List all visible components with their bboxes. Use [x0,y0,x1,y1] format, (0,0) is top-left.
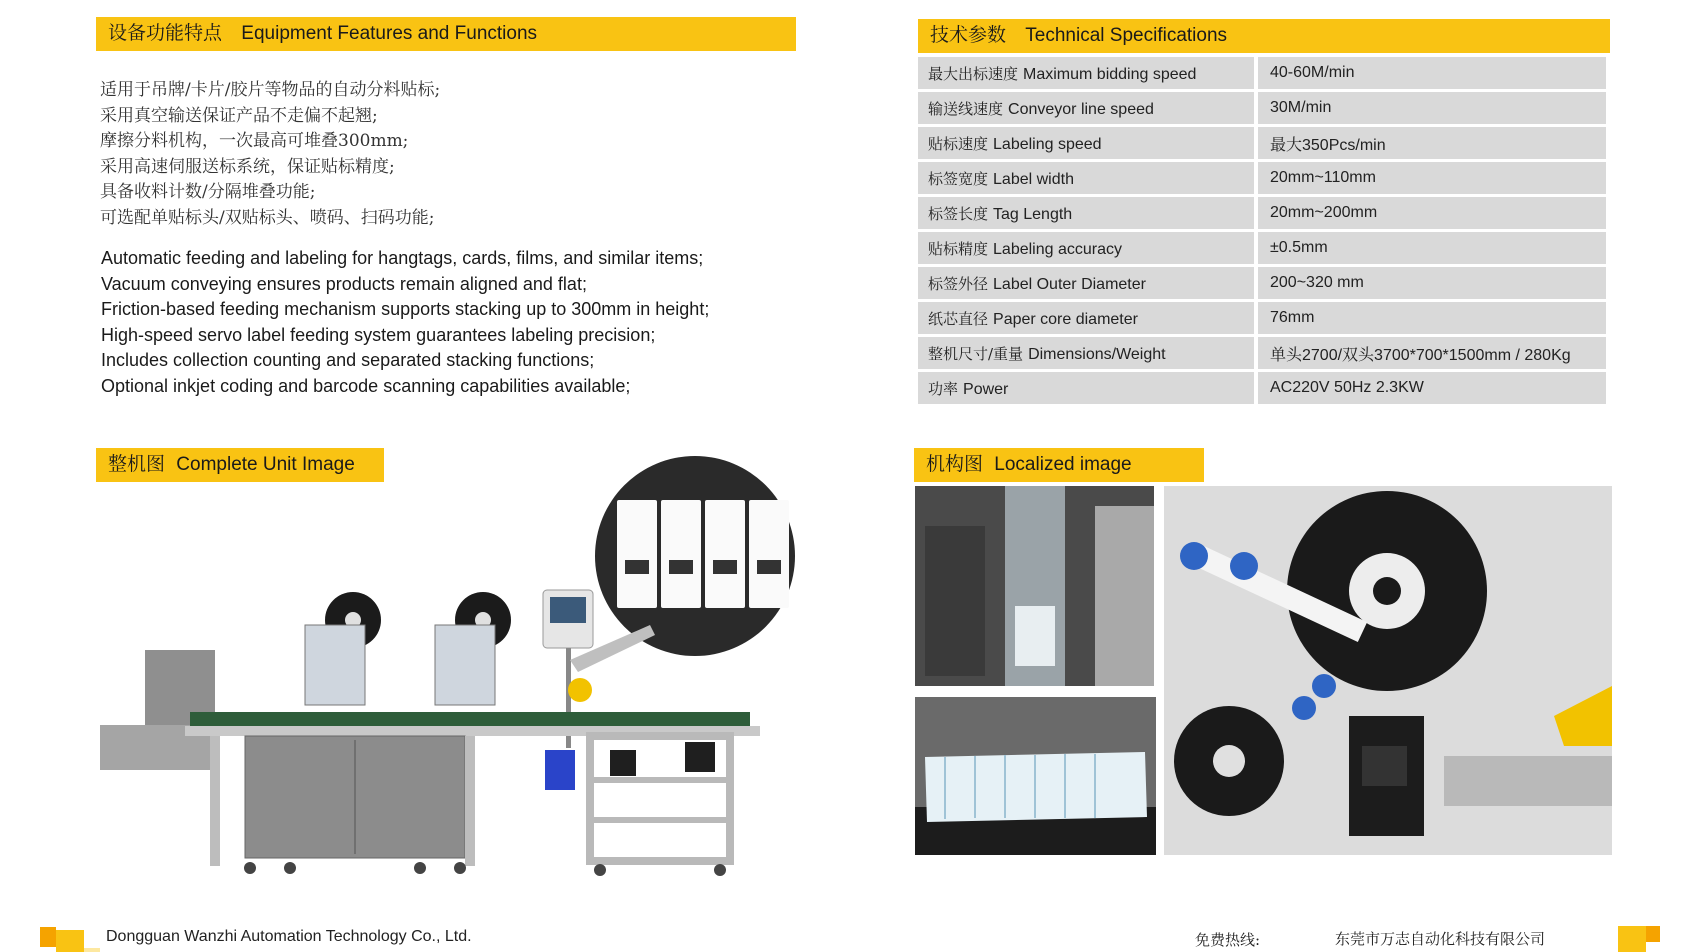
table-row [918,92,1606,124]
features-line-en: Automatic feeding and labeling for hangtags, cards, films, and similar items; [101,248,704,268]
spec-key-en: Tag Length [993,205,1073,223]
features-line-cn: 采用高速伺服送标系统，保证贴标精度; [100,156,395,177]
features-line-en: High-speed servo label feeding system guarantees labeling precision; [101,324,656,345]
complete-unit-photo [90,450,850,900]
spec-key-cn: 标签长度 [928,204,989,223]
localized-photo-large [1164,486,1612,855]
spec-key-cn: 标签宽度 [928,169,989,188]
features-line-en: Optional inkjet coding and barcode scanning capabilities available; [101,375,631,396]
spec-key-en: Labeling speed [993,135,1102,153]
table-row [918,302,1606,334]
spec-value: 30M/min [1258,92,1606,124]
table-row [918,197,1606,229]
table-row [918,127,1606,159]
specs-heading-cn: 技术参数 [930,24,1007,46]
spec-key [918,302,1258,334]
footer-accent-left-3 [84,948,100,952]
spec-key-en: Label Outer Diameter [993,275,1146,293]
spec-key-cn: 整机尺寸/重量 [928,344,1024,363]
spec-key-en: Label width [993,170,1074,188]
localized-heading-cn: 机构图 [926,453,984,475]
features-line-en: Includes collection counting and separated stacking functions; [101,350,595,371]
localized-photo-top-left [915,486,1154,686]
spec-key [918,372,1258,404]
features-heading [96,17,796,51]
localized-heading [914,448,1204,482]
features-heading-cn: 设备功能特点 [108,22,223,44]
spec-value: 20mm~110mm [1258,162,1606,194]
spec-key-cn: 最大出标速度 [928,64,1019,83]
localized-heading-en: Localized image [994,454,1132,475]
spec-key-en: Paper core diameter [993,310,1138,328]
footer-accent-right-2 [1646,926,1660,942]
localized-detail-a [915,486,1154,686]
spec-key [918,127,1258,159]
spec-value: 20mm~200mm [1258,197,1606,229]
features-line-en: Vacuum conveying ensures products remain aligned and flat; [101,273,587,294]
spec-key [918,232,1258,264]
localized-detail-b [915,697,1156,855]
spec-value: 76mm [1258,302,1606,334]
spec-value: 200~320 mm [1258,267,1606,299]
spec-value: ±0.5mm [1258,232,1606,264]
features-line-cn: 可选配单贴标头/双贴标头、喷码、扫码功能; [100,207,435,228]
spec-key-en: Labeling accuracy [993,240,1122,258]
table-row [918,372,1606,404]
spec-key [918,267,1258,299]
spec-key [918,162,1258,194]
footer-accent-right [1618,926,1646,952]
table-row [918,267,1606,299]
spec-value: 单头2700/双头3700*700*1500mm / 280Kg [1258,337,1606,369]
features-line-cn: 具备收料计数/分隔堆叠功能; [100,182,316,203]
spec-key-en: Dimensions/Weight [1028,345,1166,363]
spec-key-cn: 标签外径 [928,274,989,293]
table-row [918,162,1606,194]
spec-value: 40-60M/min [1258,57,1606,89]
features-line-cn: 适用于吊牌/卡片/胶片等物品的自动分料贴标; [100,80,441,100]
spec-key-en: Power [963,380,1009,398]
features-line-cn: 采用真空输送保证产品不走偏不起翘; [100,105,378,126]
spec-key [918,57,1258,89]
spec-key-en: Maximum bidding speed [1023,65,1197,83]
localized-detail-c [1164,486,1612,855]
spec-key [918,337,1258,369]
spec-value: AC220V 50Hz 2.3KW [1258,372,1606,404]
spec-value: 最大350Pcs/min [1258,127,1606,159]
machine-illustration [90,450,850,900]
features-line-en: Friction-based feeding mechanism supports stacking up to 300mm in height; [101,299,710,320]
features-line-cn: 摩擦分料机构，一次最高可堆叠300mm; [100,131,409,152]
footer-company-cn: 东莞市万志自动化科技有限公司 [1335,930,1546,948]
spec-key-en: Conveyor line speed [1008,100,1154,118]
footer-hotline-label: 免费热线: [1195,931,1261,949]
footer-accent-left-2 [56,930,84,952]
spec-key-cn: 功率 [928,379,959,398]
footer-company-en: Dongguan Wanzhi Automation Technology Co., Ltd. [106,928,472,945]
spec-key [918,92,1258,124]
features-list-cn [100,78,440,232]
localized-photo-bottom-left [915,697,1156,855]
specs-table [918,54,1606,407]
footer-accent-left [40,927,56,947]
spec-key-cn: 输送线速度 [928,99,1004,118]
specs-heading-en: Technical Specifications [1025,25,1228,46]
complete-unit-heading-en: Complete Unit Image [176,454,355,475]
spec-key-cn: 贴标速度 [928,134,989,153]
table-row [918,57,1606,89]
specs-heading [918,19,1610,53]
spec-key-cn: 纸芯直径 [928,309,989,328]
table-row [918,232,1606,264]
spec-key [918,197,1258,229]
spec-key-cn: 贴标精度 [928,239,989,258]
complete-unit-heading-cn: 整机图 [108,453,166,475]
features-heading-en: Equipment Features and Functions [241,23,538,44]
table-row [918,337,1606,369]
features-list-en [101,246,709,400]
